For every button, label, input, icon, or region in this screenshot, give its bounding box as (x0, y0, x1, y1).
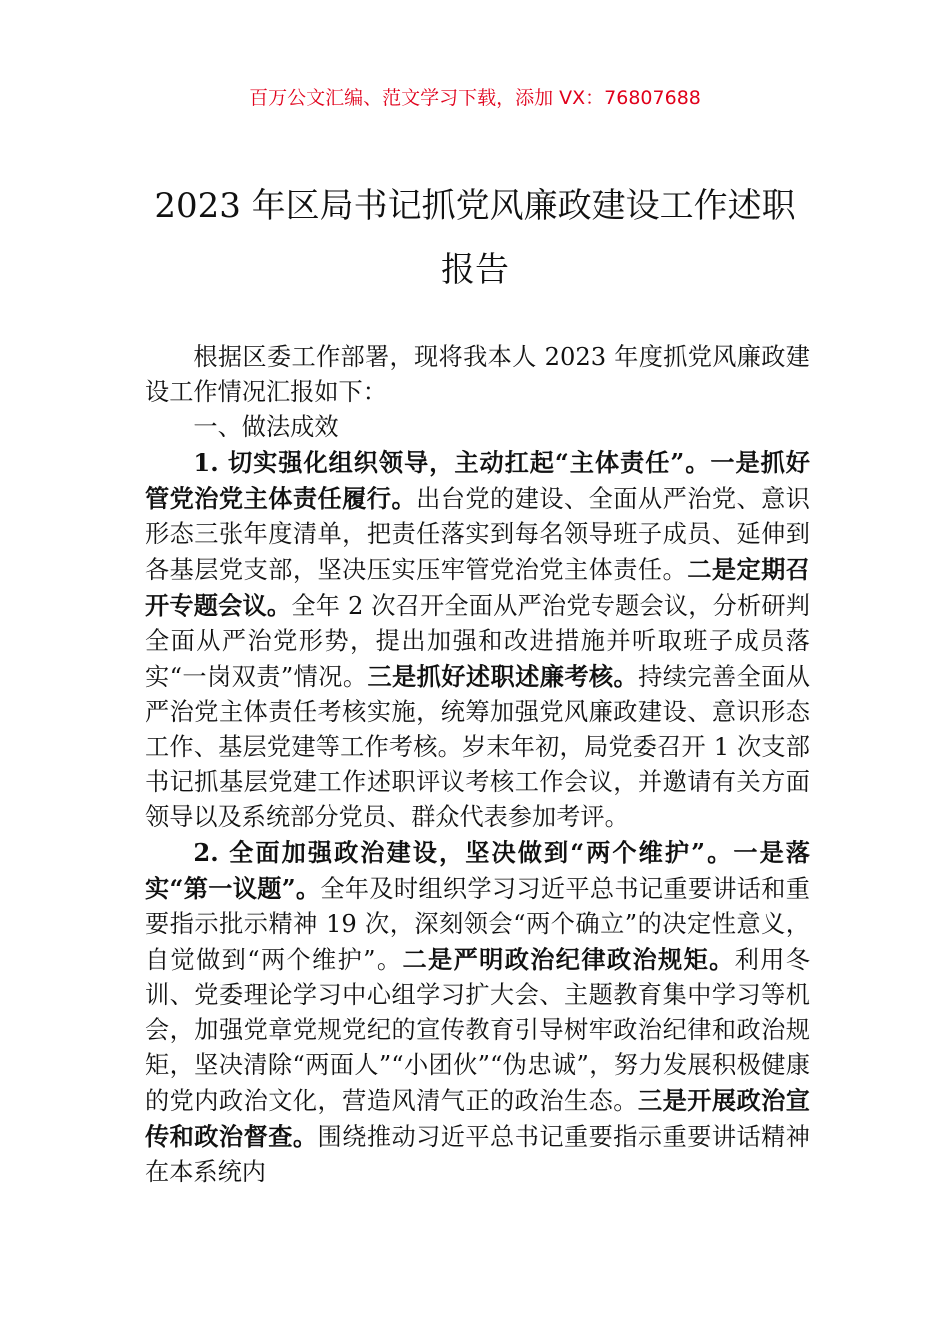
paragraph-1 (145, 445, 810, 835)
paragraph-2-point-1-head: 一是落实“第一议题”。 (145, 838, 810, 903)
document-body (145, 340, 810, 1190)
paragraph-2-point-2-text: 利用冬训、党委理论学习中心组学习扩大会、主题教育集中学习等机会，加强党章党规党纪的宣传教育引导树牢政治纪律和政治规矩，坚决清除“两面人”“小团伙”“伪忠诚”，努力发展积极健康的党内政治文化，营造风清气正的政治生态。 (145, 946, 810, 1115)
paragraph-2-point-2-head: 二是严明政治纪律政治规矩。 (402, 945, 735, 974)
paragraph-1-point-3-text: 持续完善全面从严治党主体责任考核实施，统筹加强党风廉政建设、意识形态工作、基层党建等工作考核。岁末年初，局党委召开 1 次支部书记抓基层党建工作述职评议考核工作会议，并邀请有关方面领导以及系统部分党员、群众代表参加考评。 (145, 663, 810, 831)
paragraph-2-point-3-text: 围绕推动习近平总书记重要指示重要讲话精神在本系统内 (145, 1123, 810, 1186)
paragraph-1-point-2-text: 全年 2 次召开全面从严治党专题会议，分析研判全面从严治党形势，提出加强和改进措施并听取班子成员落实“一岗双责”情况。 (145, 592, 810, 691)
paragraph-1-point-1-head: 一是抓好管党治党主体责任履行。 (145, 448, 810, 513)
paragraph-2-point-1-text: 全年及时组织学习习近平总书记重要讲话和重要指示批示精神 19 次，深刻领会“两个确立”的决定性意义，自觉做到“两个维护”。 (145, 875, 810, 974)
paragraph-1-lead: 1. 切实强化组织领导，主动扛起“主体责任”。 (193, 448, 711, 477)
paragraph-2-point-3-head: 三是开展政治宣传和政治督查。 (145, 1086, 810, 1151)
paragraph-2-lead: 2. 全面加强政治建设，坚决做到“两个维护”。 (193, 838, 734, 867)
paragraph-2 (145, 835, 810, 1190)
intro-paragraph: 根据区委工作部署，现将我本人 2023 年度抓党风廉政建设工作情况汇报如下： (145, 343, 810, 406)
watermark-banner: 百万公文汇编、范文学习下载，添加 VX：76807688 (249, 87, 701, 109)
section-heading: 一、做法成效 (193, 413, 339, 441)
paragraph-1-point-3-head: 三是抓好述职述廉考核。 (367, 662, 639, 691)
paragraph-1-point-2-head: 二是定期召开专题会议。 (145, 555, 810, 620)
document-title: 2023 年区局书记抓党风廉政建设工作述职报告 (154, 186, 796, 290)
paragraph-1-point-1-text: 出台党的建设、全面从严治党、意识形态三张年度清单，把责任落实到每名领导班子成员、延伸到各基层党支部，坚决压实压牢管党治党主体责任。 (145, 485, 810, 584)
